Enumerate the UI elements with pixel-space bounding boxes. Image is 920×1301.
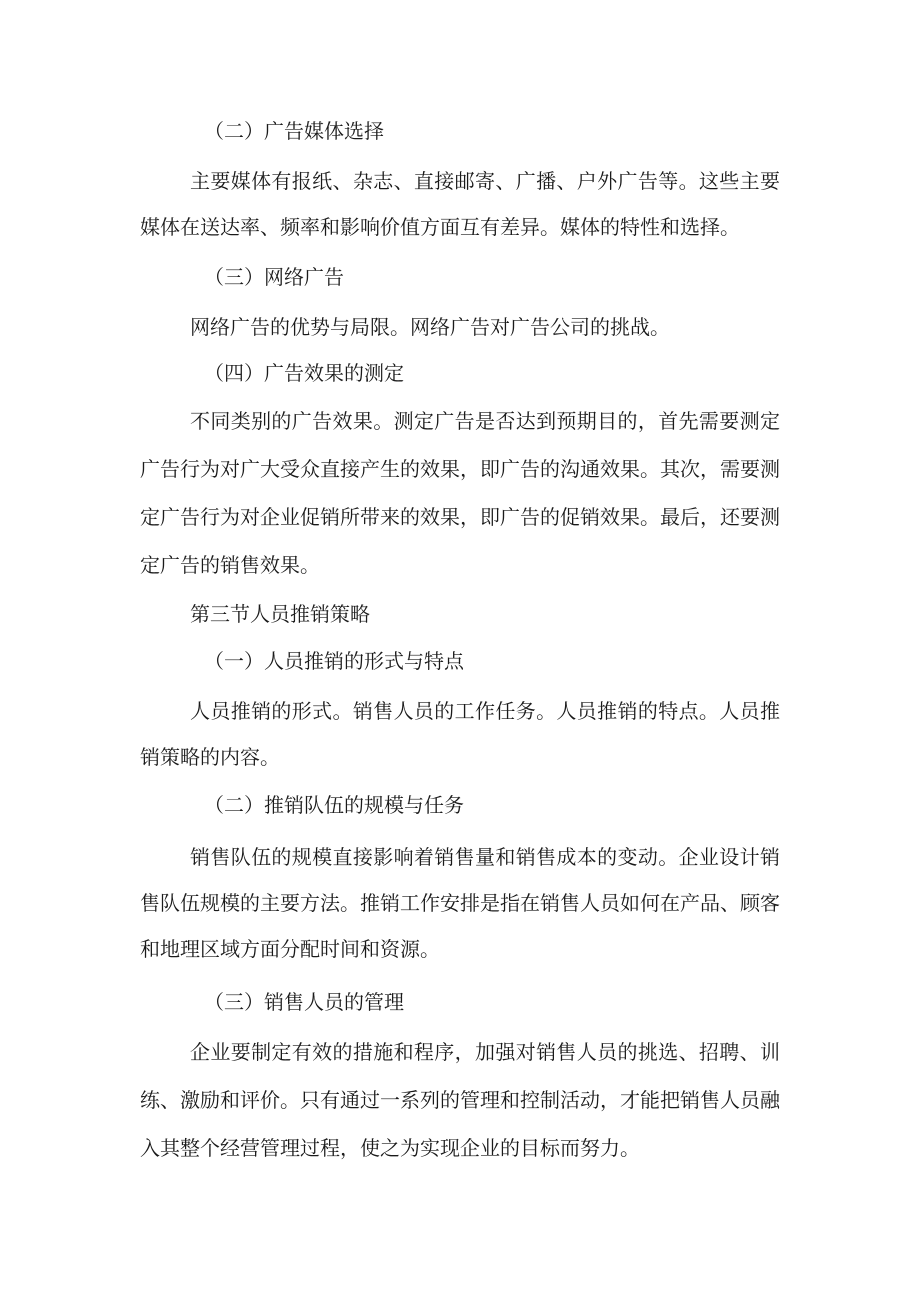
paragraph-line: 不同类别的广告效果。测定广告是否达到预期目的，首先需要测定	[190, 409, 780, 433]
section-heading-media-selection: （二）广告媒体选择	[204, 119, 384, 143]
section-heading-sales-management: （三）销售人员的管理	[204, 990, 404, 1014]
chapter-section-title: 第三节人员推销策略	[190, 602, 370, 626]
section-heading-ad-effect: （四）广告效果的测定	[204, 361, 404, 385]
paragraph-line: 主要媒体有报纸、杂志、直接邮寄、广播、户外广告等。这些主要	[190, 169, 780, 193]
paragraph-line: 定广告的销售效果。	[140, 553, 320, 577]
paragraph-line: 人员推销的形式。销售人员的工作任务。人员推销的特点。人员推	[190, 699, 780, 723]
paragraph-line: 定广告行为对企业促销所带来的效果，即广告的促销效果。最后，还要测	[140, 505, 780, 529]
paragraph-line: 网络广告的优势与局限。网络广告对广告公司的挑战。	[190, 315, 670, 339]
paragraph-line: 广告行为对广大受众直接产生的效果，即广告的沟通效果。其次，需要测	[140, 457, 780, 481]
paragraph-line: 媒体在送达率、频率和影响价值方面互有差异。媒体的特性和选择。	[140, 215, 740, 239]
paragraph-line: 售队伍规模的主要方法。推销工作安排是指在销售人员如何在产品、顾客	[140, 891, 780, 915]
section-heading-sales-force: （二）推销队伍的规模与任务	[204, 793, 464, 817]
paragraph-line: 企业要制定有效的措施和程序，加强对销售人员的挑选、招聘、训	[190, 1040, 780, 1064]
paragraph-line: 练、激励和评价。只有通过一系列的管理和控制活动，才能把销售人员融	[140, 1088, 780, 1112]
paragraph-line: 入其整个经营管理过程，使之为实现企业的目标而努力。	[140, 1136, 640, 1160]
section-heading-personal-selling: （一）人员推销的形式与特点	[204, 649, 464, 673]
paragraph-line: 销策略的内容。	[140, 745, 280, 769]
paragraph-line: 销售队伍的规模直接影响着销售量和销售成本的变动。企业设计销	[190, 845, 780, 869]
paragraph-line: 和地理区域方面分配时间和资源。	[140, 937, 440, 961]
section-heading-online-ads: （三）网络广告	[204, 265, 344, 289]
